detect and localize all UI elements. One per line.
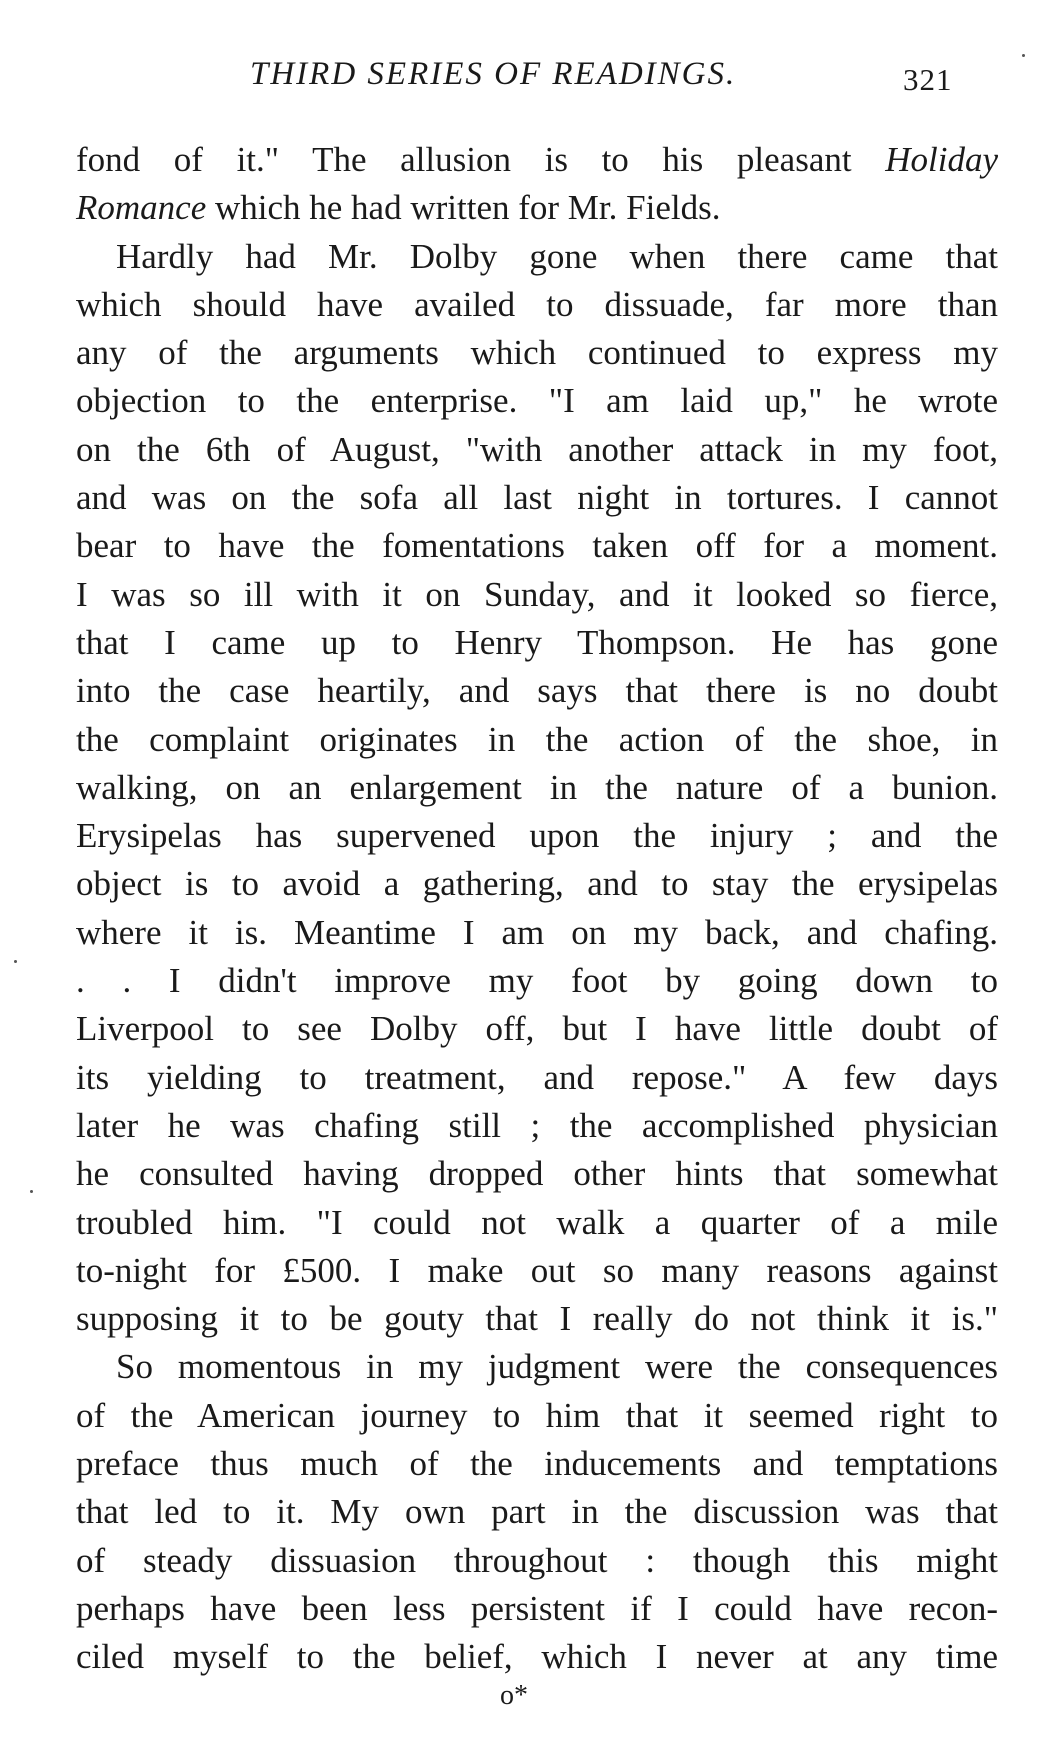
running-header — [0, 48, 1056, 98]
line-text: bear to have the fomentations taken off for a moment. — [76, 526, 998, 566]
text-line — [76, 1537, 998, 1585]
text-line — [76, 1488, 998, 1536]
paper-speck — [1022, 54, 1025, 57]
line-text: I was so ill with it on Sunday, and it looked so fierce, — [76, 574, 998, 614]
text-line — [76, 716, 998, 764]
text-line — [76, 764, 998, 812]
text-line — [76, 474, 998, 522]
line-text: perhaps have been less persistent if I could have recon- — [76, 1588, 998, 1628]
italic-title: Romance — [76, 188, 207, 228]
line-text: which should have availed to dissuade, far more than — [76, 284, 998, 324]
line-text: of the American journey to him that it seemed right to — [76, 1395, 998, 1435]
text-line — [76, 1247, 998, 1295]
line-text: preface thus much of the inducements and temptations — [76, 1444, 998, 1484]
text-line — [76, 909, 998, 957]
paper-speck — [30, 1190, 33, 1193]
text-line — [76, 812, 998, 860]
text-line — [76, 1150, 998, 1198]
line-text: troubled him. "I could not walk a quarter of a mile — [76, 1202, 998, 1242]
text-line — [76, 860, 998, 908]
italic-title: Holiday — [885, 140, 998, 179]
line-text: the complaint originates in the action of the shoe, in — [76, 719, 998, 759]
line-text: Erysipelas has supervened upon the injury ; and the — [76, 816, 998, 856]
line-text: of steady dissuasion throughout : though this might — [76, 1540, 998, 1580]
line-text: any of the arguments which continued to express my — [76, 333, 998, 373]
line-text: and was on the sofa all last night in tortures. I cannot — [76, 478, 998, 518]
line-text: object is to avoid a gathering, and to stay the erysipelas — [76, 864, 998, 904]
text-line — [76, 1199, 998, 1247]
line-text: where it is. Meantime I am on my back, and chafing. — [76, 912, 998, 952]
line-text: that led to it. My own part in the discussion was that — [76, 1492, 998, 1532]
text-line — [76, 957, 998, 1005]
text-line — [76, 1054, 998, 1102]
page-number: 321 — [903, 62, 953, 97]
text-line — [76, 1343, 998, 1391]
line-text: . . I didn't improve my foot by going down to — [76, 961, 998, 1001]
text-line — [76, 1295, 998, 1343]
line-text: its yielding to treatment, and repose." A few days — [76, 1057, 998, 1097]
body-text — [76, 136, 998, 1682]
line-text: on the 6th of August, "with another attack in my foot, — [76, 429, 998, 469]
signature-mark: o* — [500, 1680, 528, 1711]
text-line — [76, 522, 998, 570]
line-text: later he was chafing still ; the accomplished physician — [76, 1105, 998, 1145]
text-line — [76, 571, 998, 619]
line-text: So momentous in my judgment were the consequences — [116, 1347, 998, 1387]
line-text: ciled myself to the belief, which I never at any time — [76, 1637, 998, 1677]
text-line — [76, 426, 998, 474]
line-text: which he had written for Mr. Fields. — [206, 188, 721, 228]
text-line — [76, 1585, 998, 1633]
text-line — [76, 1102, 998, 1150]
line-text: Hardly had Mr. Dolby gone when there came that — [116, 236, 998, 276]
paper-speck — [14, 960, 17, 963]
text-line — [76, 1440, 998, 1488]
text-line — [76, 377, 998, 425]
line-text: objection to the enterprise. "I am laid up," he wrote — [76, 381, 998, 421]
text-line — [76, 667, 998, 715]
text-line — [76, 233, 998, 281]
text-line — [76, 619, 998, 667]
line-text: Liverpool to see Dolby off, but I have little doubt of — [76, 1009, 998, 1049]
text-line — [76, 136, 998, 184]
line-text: supposing it to be gouty that I really do not think it is." — [76, 1299, 998, 1339]
running-title: THIRD SERIES OF READINGS. — [250, 56, 737, 92]
line-text: fond of it." The allusion is to his pleasant — [76, 140, 886, 179]
text-line — [76, 329, 998, 377]
text-line — [76, 184, 998, 232]
line-text: he consulted having dropped other hints that somewhat — [76, 1154, 998, 1194]
line-text: walking, on an enlargement in the nature of a bunion. — [76, 767, 998, 807]
line-text: that I came up to Henry Thompson. He has gone — [76, 622, 998, 662]
text-line — [76, 1633, 998, 1681]
line-text: into the case heartily, and says that there is no doubt — [76, 671, 998, 711]
text-line — [76, 1005, 998, 1053]
line-text: to-night for £500. I make out so many reasons against — [76, 1250, 998, 1290]
text-line — [76, 281, 998, 329]
text-line — [76, 1392, 998, 1440]
